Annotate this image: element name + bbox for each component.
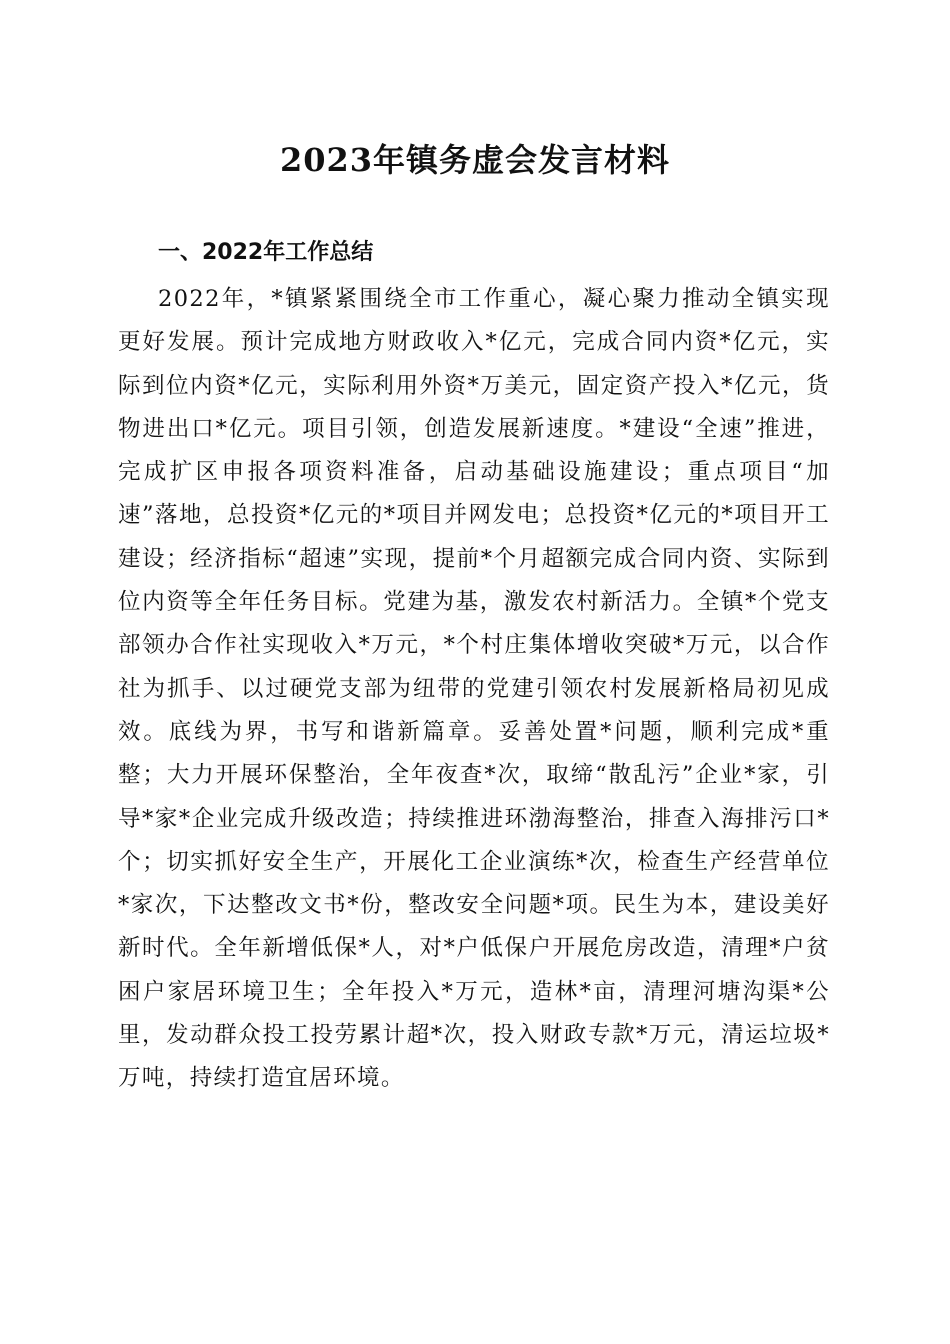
document-title: 2023年镇务虚会发言材料 xyxy=(279,141,671,179)
section-heading: 一、2022年工作总结 xyxy=(158,240,374,265)
section-paragraph: 2022年，*镇紧紧围绕全市工作重心，凝心聚力推动全镇实现更好发展。预计完成地方财政收入*亿元，完成合同内资*亿元，实际到位内资*亿元，实际利用外资*万美元，固定资产投入*亿元，货物进出口*亿元。项目引领，创造发展新速度。*建设“全速”推进，完成扩区申报各项资料准备，启动基础设施建设；重点项目“加速”落地，总投资*亿元的*项目并网发电；总投资*亿元的*项目开工建设；经济指标“超速”实现，提前*个月超额完成合同内资、实际到位内资等全年任务目标。党建为基，激发农村新活力。全镇*个党支部领办合作社实现收入*万元，*个村庄集体增收突破*万元，以合作社为抓手、以过硬党支部为纽带的党建引领农村发展新格局初见成效。底线为界，书写和谐新篇章。妥善处置*问题，顺利完成*重整；大力开展环保整治，全年夜查*次，取缔“散乱污”企业*家，引导*家*企业完成升级改造；持续推进环渤海整治，排查入海排污口*个；切实抓好安全生产，开展化工企业演练*次，检查生产经营单位*家次，下达整改文书*份，整改安全问题*项。民生为本，建设美好新时代。全年新增低保*人，对*户低保户开展危房改造，清理*户贫困户家居环境卫生；全年投入*万元，造林*亩，清理河塘沟渠*公里，发动群众投工投劳累计超*次，投入财政专款*万元，清运垃圾*万吨，持续打造宜居环境。 xyxy=(118,286,830,1092)
